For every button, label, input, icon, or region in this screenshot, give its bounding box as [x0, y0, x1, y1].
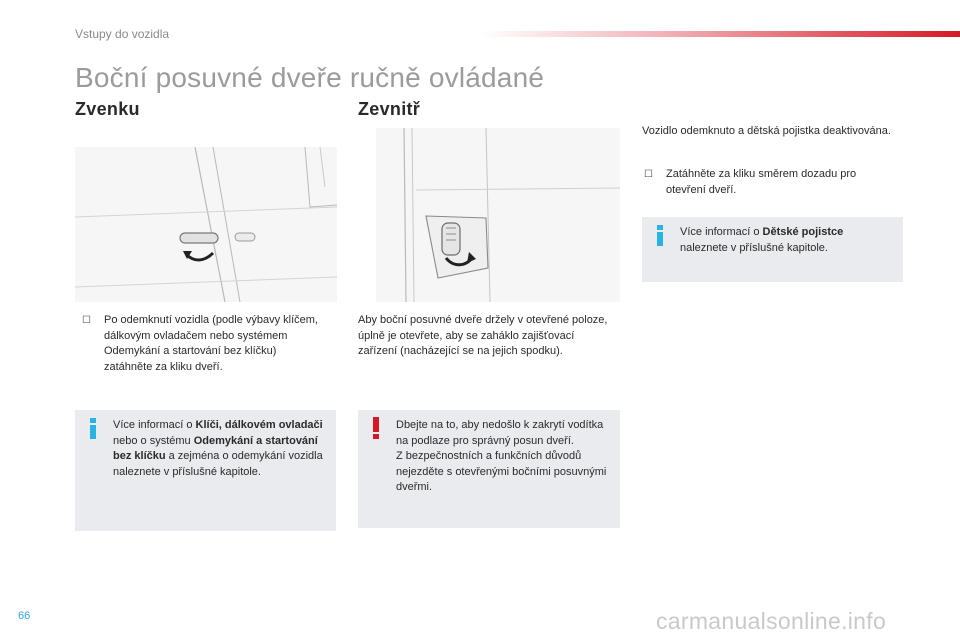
door-handle-outside-illustration	[75, 147, 337, 302]
info-box-keys-text: Více informací o Klíči, dálkovém ovladači nebo o systému Odemykání a startování bez klíčku a zejména o odemykání vozidla naleznete v příslušné kapitole.	[113, 419, 323, 478]
right-bullet	[644, 167, 894, 198]
info-icon	[89, 418, 97, 440]
warning-line-1: Dbejte na to, aby nedošlo k zakrytí vodítka na podlaze pro správný posun dveří.	[396, 419, 604, 447]
info-box-keys	[75, 410, 336, 531]
page-title: Boční posuvné dveře ručně ovládané	[75, 62, 545, 93]
inside-text: Aby boční posuvné dveře držely v otevřené poloze, úplně je otevřete, aby se zaháklo zajišťovací zařízení (nacházející se na jejich spodku).	[358, 314, 608, 357]
watermark: carmanualsonline.info	[656, 608, 887, 634]
check-box-icon: ☐	[644, 169, 653, 180]
outside-bullet	[82, 313, 327, 375]
section-label: Vstupy do vozidla	[75, 27, 170, 41]
door-handle-outside-icon	[75, 147, 337, 302]
info-icon	[656, 225, 664, 247]
header-accent-bar	[480, 31, 960, 37]
check-box-icon: ☐	[82, 315, 91, 326]
right-bullet-text: Zatáhněte za kliku směrem dozadu pro otevření dveří.	[666, 168, 857, 196]
info-box-child-lock-text: Více informací o Dětské pojistce naleznete v příslušné kapitole.	[680, 226, 844, 254]
heading-inside: Zevnitř	[358, 99, 421, 119]
warning-icon	[371, 417, 381, 441]
warning-box	[358, 410, 620, 528]
warning-line-2: Z bezpečnostních a funkčních důvodů nejezděte s otevřenými bočními posuvnými dveřmi.	[396, 450, 607, 493]
outside-bullet-text: Po odemknutí vozidla (podle výbavy klíčem, dálkovým ovladačem nebo systémem Odemykání a startování bez klíčku) zatáhněte za kliku dveří.	[104, 314, 318, 373]
warning-box-text	[396, 418, 608, 496]
info-box-child-lock	[642, 217, 903, 282]
door-handle-inside-icon	[376, 128, 620, 302]
right-intro: Vozidlo odemknuto a dětská pojistka deaktivována.	[642, 125, 891, 137]
door-handle-inside-illustration	[376, 128, 620, 302]
heading-outside: Zvenku	[75, 99, 140, 119]
page-number: 66	[18, 610, 31, 622]
